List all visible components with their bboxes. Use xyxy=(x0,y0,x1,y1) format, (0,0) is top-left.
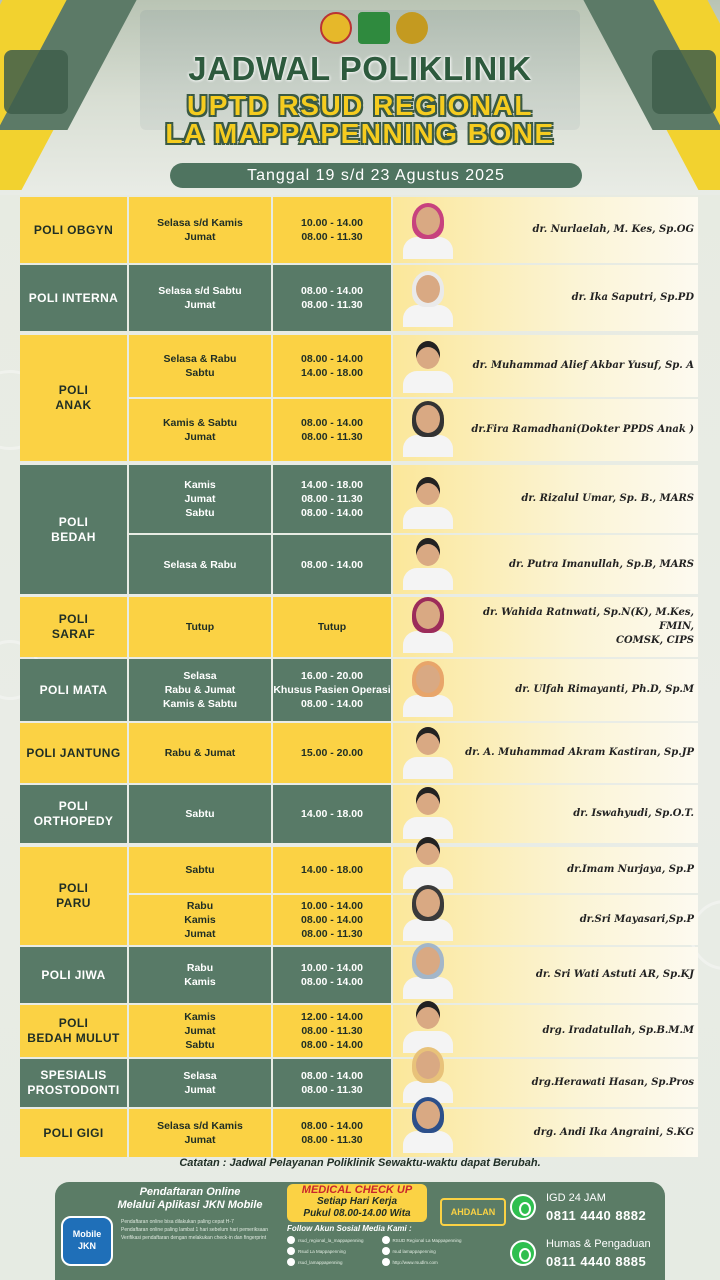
doctor-face xyxy=(416,947,440,975)
schedule-days: Rabu Kamis Jumat xyxy=(129,895,271,945)
humas-label: Humas & Pengaduan xyxy=(546,1238,651,1250)
schedule-days: Kamis Jumat Sabtu xyxy=(129,1005,271,1057)
doctor-name: dr. Muhammad Alief Akbar Yusuf, Sp. A xyxy=(472,360,694,371)
mcu-hours: Pukul 08.00-14.00 Wita xyxy=(303,1208,411,1219)
schedule-days: Selasa Rabu & Jumat Kamis & Sabtu xyxy=(129,659,271,721)
doctor-face xyxy=(416,889,440,917)
doctor-face xyxy=(416,727,440,755)
social-facebook-page[interactable] xyxy=(287,1247,378,1255)
mcu-days: Setiap Hari Kerja xyxy=(316,1196,398,1207)
facebook-icon xyxy=(382,1236,390,1244)
doctor-coat xyxy=(403,919,453,941)
doctor-coat xyxy=(403,237,453,259)
schedule-days: Rabu Kamis xyxy=(129,947,271,1003)
schedule-times: 10.00 - 14.00 08.00 - 11.30 xyxy=(273,197,391,263)
doctor-face xyxy=(416,1001,440,1029)
doctor-name: drg. Iradatullah, Sp.B.M.M xyxy=(542,1025,694,1036)
doctor-name: dr. Putra Imanullah, Sp.B, MARS xyxy=(508,558,694,570)
social-handle: rsud_regional_la_mappapenning xyxy=(298,1237,364,1243)
doctor-cell xyxy=(393,597,698,657)
doctor-name: dr. Sri Wati Astuti AR, Sp.KJ xyxy=(535,969,694,980)
seal-logo xyxy=(396,12,428,44)
doctor-photo xyxy=(399,203,457,259)
schedule-days: Selasa s/d Sabtu Jumat xyxy=(129,265,271,331)
schedule-times: 16.00 - 20.00 Khusus Pasien Operasi 08.00 - 14.00 xyxy=(273,659,391,721)
doctor-coat xyxy=(403,695,453,717)
igd-number: 0811 4440 8882 xyxy=(546,1208,647,1223)
doctor-photo xyxy=(399,723,457,779)
doctor-coat xyxy=(403,507,453,529)
header-banner xyxy=(0,0,720,195)
table-row xyxy=(20,659,698,721)
table-row xyxy=(20,597,698,657)
doctor-coat xyxy=(403,435,453,457)
schedule-days: Kamis & Sabtu Jumat xyxy=(129,399,271,461)
social-website[interactable] xyxy=(382,1258,473,1266)
doctor-name: dr.Fira Ramadhani(Dokter PPDS Anak ) xyxy=(471,424,694,435)
doctor-face xyxy=(416,665,440,693)
doctor-coat xyxy=(403,977,453,999)
social-handle: rsud_lamappapenning xyxy=(298,1259,343,1265)
social-tiktok[interactable] xyxy=(287,1258,378,1266)
globe-icon xyxy=(382,1258,390,1266)
table-row xyxy=(20,947,698,1003)
doctor-name: dr.Imam Nurjaya, Sp.P xyxy=(567,864,694,875)
doctor-name: drg. Andi Ika Angraini, S.KG xyxy=(533,1127,694,1138)
poli-name: POLI JIWA xyxy=(20,947,127,1003)
doctor-photo xyxy=(399,997,457,1053)
doctor-coat xyxy=(403,1131,453,1153)
jkn-mobile-logo: Mobile JKN xyxy=(61,1216,113,1266)
doctor-face xyxy=(416,341,440,369)
schedule-times: 08.00 - 14.00 xyxy=(273,535,391,594)
schedule-days: Kamis Jumat Sabtu xyxy=(129,465,271,533)
poli-name: POLI ORTHOPEDY xyxy=(20,785,127,843)
table-row xyxy=(20,465,698,544)
table-row xyxy=(20,785,698,843)
doctor-cell xyxy=(393,465,698,533)
schedule-times: 08.00 - 14.00 08.00 - 11.30 xyxy=(273,399,391,461)
doctor-photo xyxy=(399,885,457,941)
social-facebook[interactable] xyxy=(382,1236,473,1244)
doctor-cell xyxy=(393,947,698,1003)
social-handle: http://www.rsudlm.com xyxy=(392,1259,438,1265)
doctor-face xyxy=(416,1051,440,1079)
doctor-photo xyxy=(399,534,457,590)
table-row xyxy=(20,265,698,331)
social-email[interactable] xyxy=(382,1247,473,1255)
mail-icon xyxy=(382,1247,390,1255)
logo-group xyxy=(320,12,428,44)
hospital-name-line2: LA MAPPAPENNING BONE xyxy=(165,118,555,149)
schedule-times: 14.00 - 18.00 08.00 - 11.30 08.00 - 14.00 xyxy=(273,465,391,533)
humas-number: 0811 4440 8885 xyxy=(546,1254,647,1269)
doctor-name: dr. Wahida Ratnwati, Sp.N(K), M.Kes, FMIN, COMSK, CIPS xyxy=(483,607,694,646)
schedule-times: 12.00 - 14.00 08.00 - 11.30 08.00 - 14.00 xyxy=(273,1005,391,1057)
mcu-title: MEDICAL CHECK UP xyxy=(301,1184,413,1196)
humas-contact[interactable] xyxy=(510,1236,660,1274)
table-row xyxy=(20,1005,698,1057)
poli-name: POLI SARAF xyxy=(20,597,127,657)
rsud-logo xyxy=(358,12,390,44)
table-row xyxy=(20,1109,698,1157)
doctor-coat xyxy=(403,371,453,393)
doctor-photo xyxy=(399,337,457,393)
hospital-name xyxy=(0,92,720,148)
doctor-photo xyxy=(399,1097,457,1153)
doctor-name: dr. Ulfah Rimayanti, Ph.D, Sp.M xyxy=(515,684,694,695)
doctor-name: dr. A. Muhammad Akram Kastiran, Sp.JP xyxy=(465,747,694,758)
schedule-times: 14.00 - 18.00 xyxy=(273,785,391,843)
doctor-cell xyxy=(393,399,698,461)
poli-name: POLI JANTUNG xyxy=(20,723,127,783)
doctor-name: drg.Herawati Hasan, Sp.Pros xyxy=(531,1077,694,1088)
doctor-name: dr. Iswahyudi, Sp.O.T. xyxy=(573,808,694,819)
doctor-coat xyxy=(403,631,453,653)
schedule-times: Tutup xyxy=(273,597,391,657)
social-links xyxy=(287,1236,472,1266)
doctor-face xyxy=(416,601,440,629)
doctor-face xyxy=(416,538,440,566)
schedule-days: Tutup xyxy=(129,597,271,657)
registration-note: Pendaftaran online paling lambat 1 hari sebelum hari pemeriksaan xyxy=(121,1227,269,1233)
doctor-cell xyxy=(393,265,698,331)
table-row xyxy=(20,197,698,263)
schedule-times: 08.00 - 14.00 08.00 - 11.30 xyxy=(273,1059,391,1107)
hospital-name-line1: UPTD RSUD REGIONAL xyxy=(187,90,533,121)
social-instagram[interactable] xyxy=(287,1236,378,1244)
schedule-days: Selasa & Rabu Sabtu xyxy=(129,335,271,397)
doctor-name: dr. Ika Saputri, Sp.PD xyxy=(571,292,694,303)
poli-name: SPESIALIS PROSTODONTI xyxy=(20,1059,127,1107)
schedule-days: Selasa Jumat xyxy=(129,1059,271,1107)
table-row xyxy=(20,1059,698,1107)
schedule-times: 08.00 - 14.00 14.00 - 18.00 xyxy=(273,335,391,397)
registration-notes xyxy=(121,1218,281,1242)
schedule-days: Sabtu xyxy=(129,785,271,843)
poli-name: POLI OBGYN xyxy=(20,197,127,263)
tiktok-icon xyxy=(287,1258,295,1266)
page-title: JADWAL POLIKLINIK xyxy=(188,50,532,87)
schedule-times: 10.00 - 14.00 08.00 - 14.00 xyxy=(273,947,391,1003)
table-row xyxy=(20,335,698,412)
poli-name: POLI BEDAH xyxy=(20,465,127,594)
medical-checkup-box xyxy=(287,1184,427,1222)
doctor-photo xyxy=(399,271,457,327)
footer-panel xyxy=(55,1182,665,1280)
doctor-cell xyxy=(393,723,698,783)
doctor-photo xyxy=(399,783,457,839)
schedule-days: Sabtu xyxy=(129,847,271,893)
ahdalan-logo: AHDALAN xyxy=(440,1198,506,1226)
schedule-days: Selasa s/d Kamis Jumat xyxy=(129,197,271,263)
social-handle: Rsud La Mappapenning xyxy=(298,1248,346,1254)
doctor-cell xyxy=(393,335,698,397)
poli-name: POLI BEDAH MULUT xyxy=(20,1005,127,1057)
doctor-photo xyxy=(399,597,457,653)
doctor-cell xyxy=(393,659,698,721)
registration-note: Verifikasi pendaftaran dengan melakukan check-in dan fingerprint xyxy=(121,1235,267,1241)
online-registration-title: Pendaftaran Online Melalui Aplikasi JKN Mobile xyxy=(117,1186,263,1211)
doctor-photo xyxy=(399,943,457,999)
whatsapp-icon xyxy=(510,1240,536,1266)
doctor-photo xyxy=(399,473,457,529)
whatsapp-icon xyxy=(510,1194,536,1220)
poli-name: POLI INTERNA xyxy=(20,265,127,331)
social-handle: RSUD Regional La Mappapenning xyxy=(392,1237,462,1243)
doctor-face xyxy=(416,207,440,235)
schedule-days: Rabu & Jumat xyxy=(129,723,271,783)
doctor-name: dr.Sri Mayasari,Sp.P xyxy=(579,914,694,925)
poli-name: POLI GIGI xyxy=(20,1109,127,1157)
table-row xyxy=(20,723,698,783)
date-range: Tanggal 19 s/d 23 Agustus 2025 xyxy=(170,163,582,188)
doctor-face xyxy=(416,275,440,303)
doctor-photo xyxy=(399,1047,457,1103)
doctor-cell xyxy=(393,535,698,594)
doctor-photo xyxy=(399,661,457,717)
schedule-times: 14.00 - 18.00 xyxy=(273,847,391,893)
doctor-name: dr. Rizalul Umar, Sp. B., MARS xyxy=(521,493,694,504)
doctor-cell xyxy=(393,895,698,945)
doctor-photo xyxy=(399,401,457,457)
follow-label: Follow Akun Sosial Media Kami : xyxy=(287,1224,412,1233)
doctor-face xyxy=(416,837,440,865)
facebook-icon xyxy=(287,1247,295,1255)
schedule-days: Selasa & Rabu xyxy=(129,535,271,594)
schedule-times: 10.00 - 14.00 08.00 - 14.00 08.00 - 11.30 xyxy=(273,895,391,945)
schedule-days: Selasa s/d Kamis Jumat xyxy=(129,1109,271,1157)
doctor-face xyxy=(416,1101,440,1129)
schedule-times: 08.00 - 14.00 08.00 - 11.30 xyxy=(273,1109,391,1157)
doctor-face xyxy=(416,477,440,505)
igd-label: IGD 24 JAM xyxy=(546,1192,606,1204)
poli-name: POLI MATA xyxy=(20,659,127,721)
schedule-times: 15.00 - 20.00 xyxy=(273,723,391,783)
schedule-note: Catatan : Jadwal Pelayanan Poliklinik Sewaktu-waktu dapat Berubah. xyxy=(179,1157,541,1169)
doctor-cell xyxy=(393,1109,698,1157)
doctor-photo xyxy=(399,833,457,889)
poli-name: POLI PARU xyxy=(20,847,127,945)
social-handle: rsud lamappapenning xyxy=(392,1248,436,1254)
poli-name: POLI ANAK xyxy=(20,335,127,461)
doctor-cell xyxy=(393,197,698,263)
table-row xyxy=(20,847,698,910)
doctor-name: dr. Nurlaelah, M. Kes, Sp.OG xyxy=(532,224,694,235)
schedule-times: 08.00 - 14.00 08.00 - 11.30 xyxy=(273,265,391,331)
igd-contact[interactable] xyxy=(510,1190,660,1228)
doctor-face xyxy=(416,405,440,433)
registration-note: Pendaftaran online bisa dilakukan paling cepat H-7 xyxy=(121,1219,234,1225)
doctor-coat xyxy=(403,305,453,327)
kabupaten-logo xyxy=(320,12,352,44)
instagram-icon xyxy=(287,1236,295,1244)
doctor-face xyxy=(416,787,440,815)
online-registration xyxy=(55,1182,285,1280)
doctor-coat xyxy=(403,568,453,590)
doctor-coat xyxy=(403,757,453,779)
